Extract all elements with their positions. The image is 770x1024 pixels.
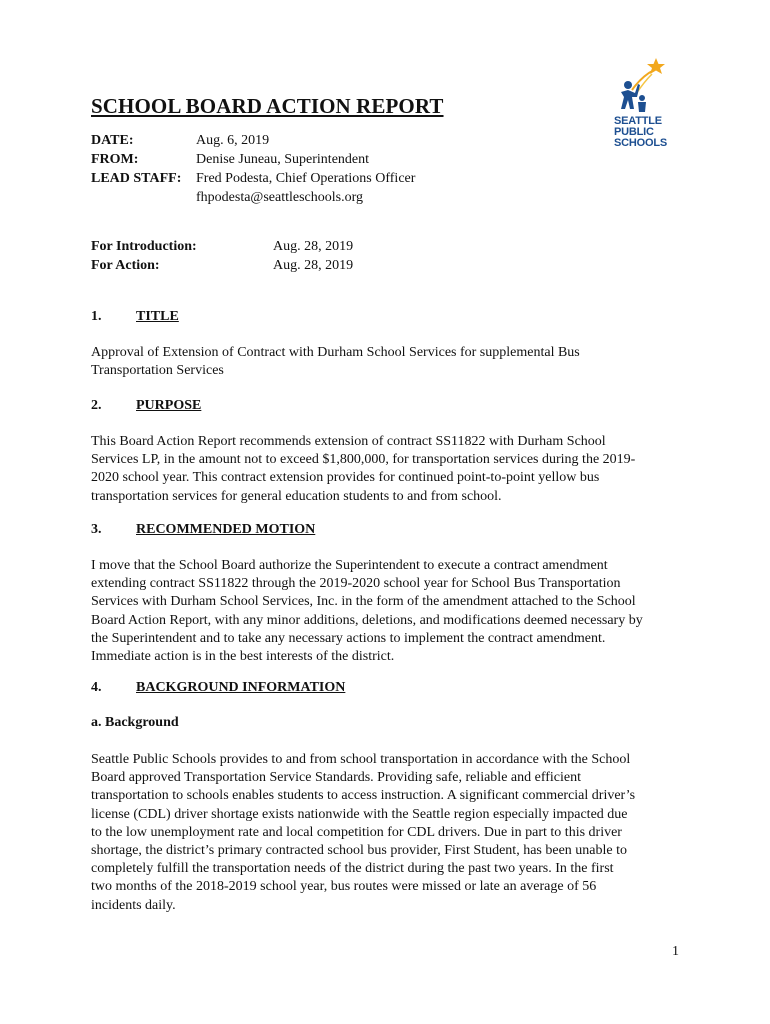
section-background-body: Seattle Public Schools provides to and from school transportation in accordance with the School Board approved Transportation Service Standards. Providing safe, reliable and efficient transportation to schools enables students to access instruction. A significant commercial driver’s license (CDL) driver shortage exists nationwide with the Seattle region especially impacted due to the low unemployment rate and local competition for CDL drivers. Due in part to this driver shortage, the district’s primary contracted school bus provider, First Student, has been unable to completely fulfill the transportation needs of the district during the past two years. In the first two months of the 2018-2019 school year, bus routes were missed or late an average of 56 incidents daily. <box>91 752 636 913</box>
from-value: Denise Juneau, Superintendent <box>196 152 370 167</box>
from-row <box>91 150 415 169</box>
section-title-heading: 1. TITLE <box>91 309 179 324</box>
section-purpose-body: This Board Action Report recommends extension of contract SS11822 with Durham School Services LP, in the amount not to exceed $1,800,000, for transportation services during the 2019- 2020 school year. This contract extension provides for continued point-to-point yellow bus transportation services for general education students to and from school. <box>91 434 636 504</box>
introduction-date: Aug. 28, 2019 <box>273 239 354 254</box>
introduction-row <box>91 237 353 256</box>
lead-staff-label: LEAD STAFF: <box>91 171 182 186</box>
board-schedule <box>91 237 353 275</box>
date-label: DATE: <box>91 133 134 148</box>
action-date: Aug. 28, 2019 <box>273 258 354 273</box>
from-label: FROM: <box>91 152 139 167</box>
date-value: Aug. 6, 2019 <box>196 133 270 148</box>
section-title-body: Approval of Extension of Contract with Durham School Services for supplemental Bus Transportation Services <box>91 345 580 379</box>
lead-staff-email: fhpodesta@seattleschools.org <box>196 190 363 205</box>
background-subheading: a. Background <box>91 715 179 730</box>
lead-staff-value: Fred Podesta, Chief Operations Officer <box>196 171 416 186</box>
date-row <box>91 131 415 150</box>
report-meta <box>91 131 415 207</box>
action-row <box>91 256 353 275</box>
introduction-label: For Introduction: <box>91 239 197 254</box>
report-title: SCHOOL BOARD ACTION REPORT <box>91 94 444 118</box>
section-motion-heading: 3. RECOMMENDED MOTION <box>91 522 316 537</box>
action-label: For Action: <box>91 258 160 273</box>
section-background-heading: 4. BACKGROUND INFORMATION <box>91 680 346 695</box>
lead-staff-row <box>91 169 415 188</box>
section-purpose-heading: 2. PURPOSE <box>91 398 202 413</box>
lead-email-row <box>91 188 415 207</box>
section-motion-body: I move that the School Board authorize the Superintendent to execute a contract amendment extending contract SS11822 through the 2019-2020 school year for School Bus Transportation Services with Durham School Services, Inc. in the form of the amendment attached to the School Board Action Report, with any minor additions, deletions, and modifications deemed necessary by the Superintendent and to take any necessary actions to implement the contract amendment. Immediate action is in the best interests of the district. <box>91 558 643 665</box>
page-number: 1 <box>672 944 679 959</box>
logo-wordmark: SEATTLE PUBLIC SCHOOLS <box>614 115 667 149</box>
